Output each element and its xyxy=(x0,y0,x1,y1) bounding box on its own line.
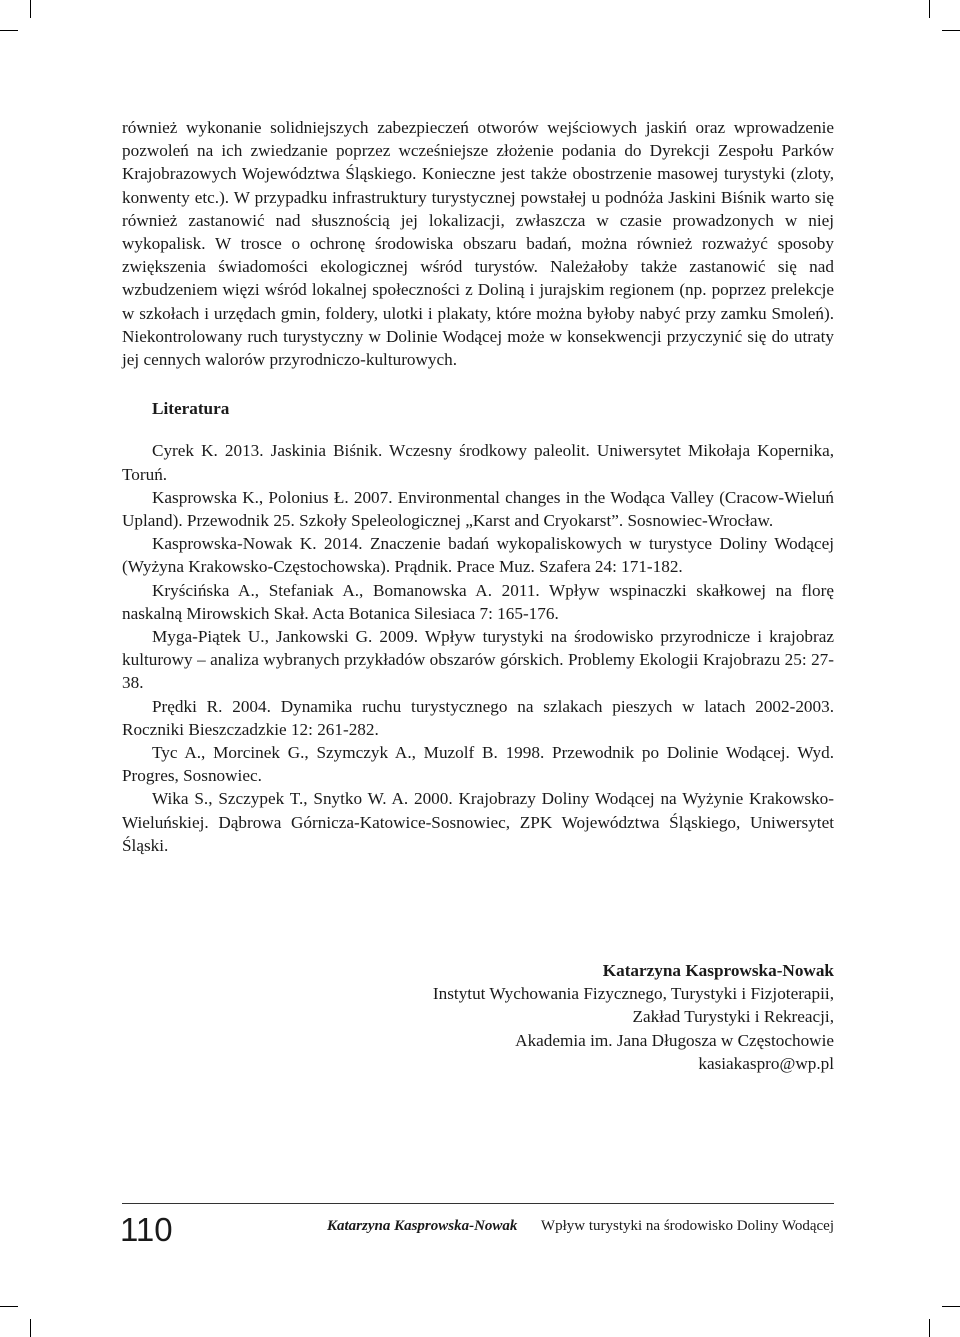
footer-rule xyxy=(122,1203,834,1204)
crop-mark xyxy=(30,1319,31,1337)
reference-item: Kryścińska A., Stefaniak A., Bomanowska A. 2011. Wpływ wspinaczki skałkowej na florę naskalną Mirowskich Skał. Acta Botanica Silesiaca 7: 165-176. xyxy=(122,580,834,623)
running-title: Wpływ turystyki na środowisko Doliny Wodącej xyxy=(540,1218,834,1234)
crop-mark xyxy=(942,30,960,31)
reference-item: Kasprowska-Nowak K. 2014. Znaczenie badań wykopaliskowych w turystyce Doliny Wodącej (Wyżyna Krakowsko-Częstochowska). Prądnik. Prace Muz. Szafera 24: 171-182. xyxy=(122,534,834,577)
crop-mark xyxy=(929,1319,930,1337)
author-block xyxy=(433,959,834,1075)
crop-mark xyxy=(929,0,930,18)
reference-item: Cyrek K. 2013. Jaskinia Biśnik. Wczesny środkowy paleolit. Uniwersytet Mikołaja Kopernika, Toruń. xyxy=(122,441,834,484)
running-footer xyxy=(327,1216,834,1236)
running-author: Katarzyna Kasprowska-Nowak xyxy=(326,1218,518,1234)
author-name: Katarzyna Kasprowska-Nowak xyxy=(602,961,834,980)
crop-mark xyxy=(0,30,18,31)
crop-mark xyxy=(942,1306,960,1307)
reference-item: Prędki R. 2004. Dynamika ruchu turystycznego na szlakach pieszych w latach 2002-2003. Roczniki Bieszczadzkie 12: 261-282. xyxy=(122,696,834,739)
body-paragraph: również wykonanie solidniejszych zabezpieczeń otworów wejściowych jaskiń oraz wprowadzenie pozwoleń na ich zwiedzanie poprzez wcześniejsze złożenie podania do Dyrekcji Zespołu Parków Krajobrazowych Województwa Śląskiego. Konieczne jest także obostrzenie masowej turystyki (zloty, konwenty etc.). W przypadku infrastruktury turystycznej powstałej u podnóża Jaskini Biśnik warto się również zastanowić nad słusznością jej lokalizacji, zwłaszcza w czasie prowadzonych w niej wykopalisk. W trosce o ochronę środowiska obszaru badań, można również rozważyć sposoby zwiększenia świadomości ekologicznej wśród turystów. Należałoby także zastanowić się nad wzbudzeniem więzi wśród lokalnej społeczności z Doliną i jurajskim regionem (np. poprzez prelekcje w szkołach i urzędach gmin, foldery, ulotki i plakaty, które można byłoby nabyć przy zamku Smoleń). Niekontrolowany ruch turystyczny w Dolinie Wodącej może w konsekwencji przyczynić się do utraty jej cennych walorów przyrodniczo-kulturowych. xyxy=(122,118,834,370)
page-number: 110 xyxy=(120,1211,173,1248)
crop-mark xyxy=(30,0,31,18)
reference-item: Kasprowska K., Polonius Ł. 2007. Environmental changes in the Wodąca Valley (Cracow-Wieluń Upland). Przewodnik 25. Szkoły Speleologicznej „Karst and Cryokarst”. Sosnowiec-Wrocław. xyxy=(122,487,834,531)
author-affiliation: Zakład Turystyki i Rekreacji, xyxy=(632,1007,834,1027)
literature-heading: Literatura xyxy=(152,399,230,419)
reference-item: Wika S., Szczypek T., Snytko W. A. 2000. Krajobrazy Doliny Wodącej na Wyżynie Krakowsko-Wieluńskiej. Dąbrowa Górnicza-Katowice-Sosnowiec, ZPK Województwa Śląskiego, Uniwersytet Śląski. xyxy=(122,789,834,855)
author-email[interactable]: kasiakaspro@wp.pl xyxy=(698,1053,834,1073)
page-content xyxy=(122,116,834,857)
reference-item: Myga-Piątek U., Jankowski G. 2009. Wpływ turystyki na środowisko przyrodnicze i krajobraz kulturowy – analiza wybranych przykładów obszarów górskich. Problemy Ekologii Krajobrazu 25: 27-38. xyxy=(122,627,834,693)
author-affiliation: Instytut Wychowania Fizycznego, Turystyki i Fizjoterapii, xyxy=(432,984,834,1004)
body-text xyxy=(122,116,834,371)
author-affiliation: Akademia im. Jana Długosza w Częstochowie xyxy=(515,1030,834,1050)
crop-mark xyxy=(0,1306,18,1307)
reference-item: Tyc A., Morcinek G., Szymczyk A., Muzolf B. 1998. Przewodnik po Dolinie Wodącej. Wyd. Progres, Sosnowiec. xyxy=(122,743,834,786)
reference-list xyxy=(122,439,834,857)
